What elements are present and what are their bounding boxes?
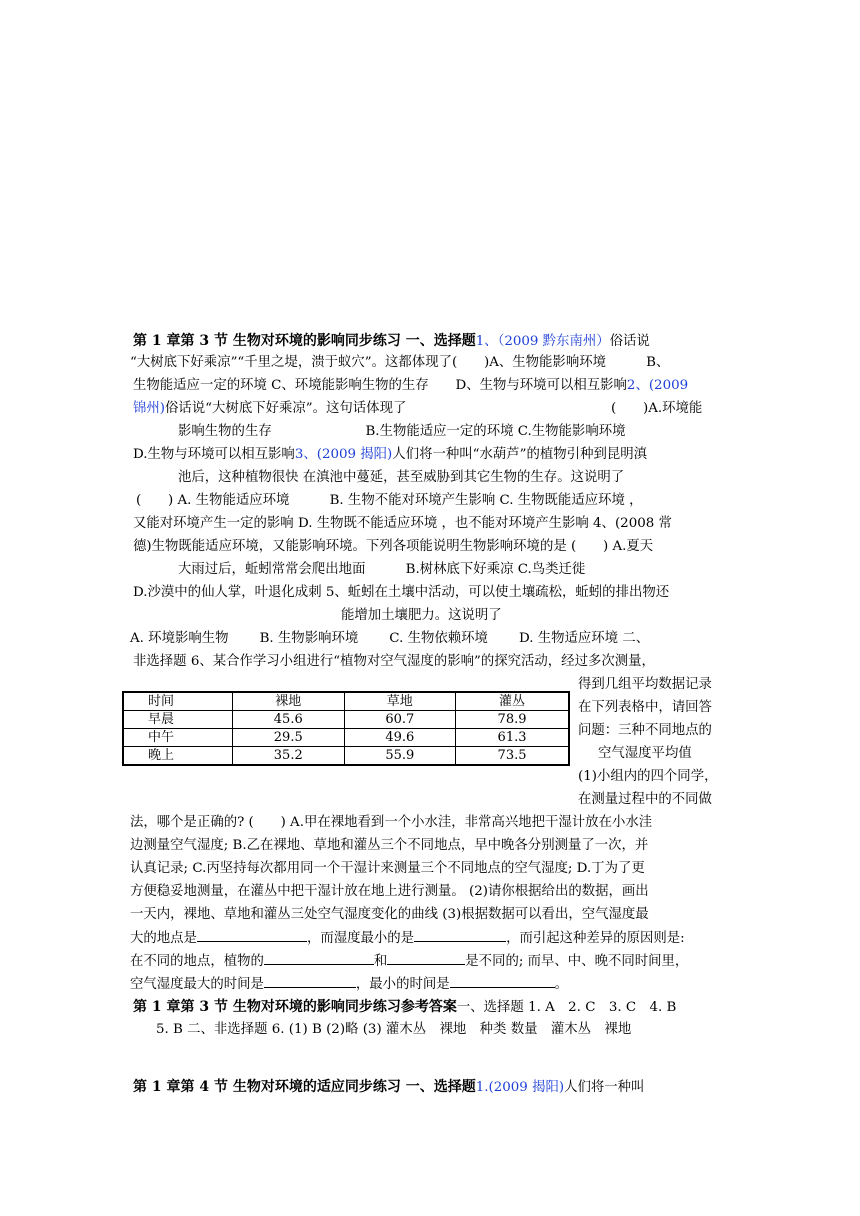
table-cell: 73.5 [456,747,569,766]
line-13: 能增加土壤肥力。这说明了 [341,608,502,623]
side-line-2: 在下列表格中，请回答 [578,700,712,715]
source-tag: 1.(2009 揭阳) [475,1080,565,1095]
table-row [123,747,569,766]
side-line-1: 得到几组平均数据记录 [578,677,712,692]
line-19: 方便稳妥地测量，在灌丛中把干湿计放在地上进行测量。 (2)请你根据给出的数据，画出 [130,884,649,899]
line-25: 5. B 二、非选择题 6. (1) B (2)略 (3) 灌木丛 裸地 种类 数量 灌木丛 裸地 [156,1022,632,1037]
line-10: 德)生物既能适应环境，又能影响环境。下列各项能说明生物影响环境的是 ( ) A.夏天 [133,539,654,554]
table-header-cell: 时间 [123,692,233,711]
side-line-4: 空气湿度平均值 [598,746,692,761]
table-cell: 早晨 [123,711,233,729]
line-12: D.沙漠中的仙人掌，叶退化成刺 5、蚯蚓在土壤中活动，可以使土壤疏松，蚯蚓的排出物还 [133,585,670,600]
line-9: 又能对环境产生一定的影响 D. 生物既不能适应环境 ，也不能对环境产生影响 4、(2008 常 [133,516,672,531]
line-4-tail: ( )A.环境能 [611,401,703,416]
line-3: 生物能适应一定的环境 C、环境能影响生物的生存 D、生物与环境可以相互影响2、(2009 [133,378,689,393]
line-17: 边测量空气湿度; B.乙在裸地、草地和灌丛三个不同地点，早中晚各分别测量了一次，并 [130,838,649,853]
line-21: 大的地点是 ，而湿度最小的是 ，而引起这种差异的原因则是: [130,927,685,949]
table-row [123,711,569,729]
table-cell: 49.6 [344,729,456,747]
line-1: 第 1 章第 3 节 生物对环境的影响同步练习 一、选择题1、（2009 黔东南州）俗话说 [133,333,650,349]
line-11: 大雨过后，蚯蚓常常会爬出地面 B.树林底下好乘凉 C.鸟类迁徙 [178,562,586,577]
line-18: 认真记录; C.丙坚持每次都用同一个干湿计来测量三个不同地点的空气湿度; D.丁为了更 [130,861,645,876]
answer-title: 第 1 章第 3 节 生物对环境的影响同步练习参考答案 [133,999,457,1015]
line-7: 池后，这种植物很快 在滇池中蔓延，甚至威胁到其它生物的生存。这说明了 [178,470,625,485]
humidity-table [122,691,570,766]
answer-blank [264,973,356,988]
table-cell: 60.7 [344,711,456,729]
table-cell: 35.2 [233,747,345,766]
section-title: 第 1 章第 4 节 生物对环境的适应同步练习 一、选择题 [133,1079,476,1095]
source-tag: 锦州) [133,401,166,416]
table-row [123,729,569,747]
side-line-5: (1)小组内的四个同学， [578,769,718,784]
source-tag: 3、(2009 揭阳) [294,447,393,462]
line-15: 非选择题 6、某合作学习小组进行“植物对空气湿度的影响”的探究活动，经过多次测量， [133,654,655,669]
table-header-cell: 灌丛 [456,692,569,711]
table-cell: 晚上 [123,747,233,766]
line-2: “大树底下好乘凉”“千里之堤，溃于蚁穴”。这都体现了( )A、生物能影响环境 B、 [130,355,670,370]
line-16: 法，哪个是正确的? ( ) A.甲在裸地看到一个小水洼，非常高兴地把干湿计放在小水洼 [130,815,653,830]
line-8: ( ) A. 生物能适应环境 B. 生物不能对环境产生影响 C. 生物既能适应环境 ， [136,493,643,508]
line-5: 影响生物的生存 B.生物能适应一定的环境 C.生物能影响环境 [178,424,626,439]
side-line-3: 问题：三种不同地点的 [578,723,712,738]
line-26: 第 1 章第 4 节 生物对环境的适应同步练习 一、选择题1.(2009 揭阳)人们将一种叫 [133,1079,645,1095]
section-title: 第 1 章第 3 节 生物对环境的影响同步练习 一、选择题 [133,333,476,349]
table-cell: 45.6 [233,711,345,729]
source-tag: 2、(2009 [626,378,689,393]
source-tag: 1、（2009 黔东南州） [475,334,610,349]
table-cell: 中午 [123,729,233,747]
answer-blank [414,927,506,942]
answer-blank [387,950,465,965]
line-22: 在不同的地点，植物的 和 是不同的; 而早、中、晚不同时间里， [130,950,688,972]
line-4: 锦州)俗话说“大树底下好乘凉”。这句话体现了 [133,401,407,416]
line-20: 一天内，裸地、草地和灌丛三处空气湿度变化的曲线 (3)根据数据可以看出，空气湿度最 [130,907,649,922]
line-23: 空气湿度最大的时间是 ，最小的时间是 。 [130,973,568,995]
table-cell: 61.3 [456,729,569,747]
table-header-cell: 草地 [344,692,456,711]
answer-blank [264,950,374,965]
answer-blank [197,927,307,942]
line-24: 第 1 章第 3 节 生物对环境的影响同步练习参考答案一、选择题 1. A 2. C 3. C 4. B [133,999,677,1015]
table-cell: 29.5 [233,729,345,747]
table-cell: 55.9 [344,747,456,766]
side-line-6: 在测量过程中的不同做 [578,792,712,807]
answer-blank [450,973,555,988]
table-header-row [123,692,569,711]
table-cell: 78.9 [456,711,569,729]
line-6: D.生物与环境可以相互影响3、(2009 揭阳)人们将一种叫“水葫芦”的植物引种到昆明滇 [133,447,648,462]
line-14: A. 环境影响生物 B. 生物影响环境 C. 生物依赖环境 D. 生物适应环境 二、 [130,631,650,646]
table-header-cell: 裸地 [233,692,345,711]
